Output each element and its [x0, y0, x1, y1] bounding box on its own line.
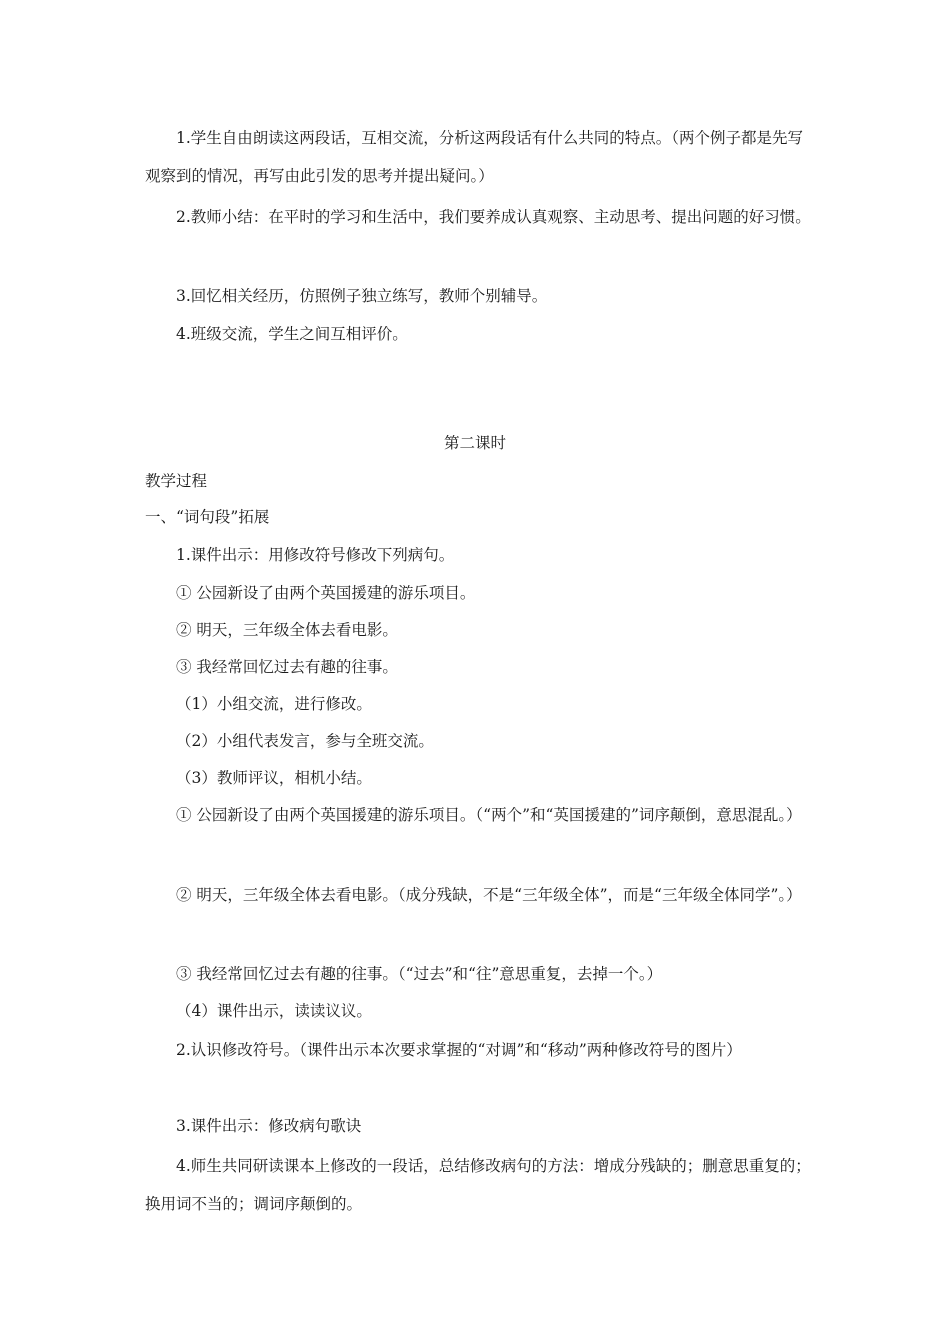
paragraph-s1-2: 2.教师小结：在平时的学习和生活中，我们要养成认真观察、主动思考、提出问题的好习惯。 — [176, 208, 811, 226]
line-6: （2）小组代表发言，参与全班交流。 — [176, 732, 434, 750]
line-4: ③ 我经常回忆过去有趣的往事。 — [176, 658, 398, 676]
line-12: 2.认识修改符号。（课件出示本次要求掌握的“对调”和“移动”两种修改符号的图片） — [176, 1041, 742, 1059]
line-3: ② 明天，三年级全体去看电影。 — [176, 621, 398, 639]
process-heading: 教学过程 — [145, 472, 208, 490]
line-11: （4）课件出示，读读议议。 — [176, 1002, 372, 1020]
paragraph-s1-4: 4.班级交流，学生之间互相评价。 — [176, 325, 408, 343]
paragraph-s1-3: 3.回忆相关经历，仿照例子独立练写，教师个别辅导。 — [176, 287, 548, 305]
paragraph-s1-1: 1.学生自由朗读这两段话，互相交流，分析这两段话有什么共同的特点。（两个例子都是先写观察到的情况，再写由此引发的思考并提出疑问。） — [145, 129, 804, 185]
line-13: 3.课件出示：修改病句歌诀 — [176, 1117, 362, 1135]
line-7: （3）教师评议，相机小结。 — [176, 769, 372, 787]
lesson-title: 第二课时 — [443, 434, 506, 452]
line-10: ③ 我经常回忆过去有趣的往事。（“过去”和“往”意思重复，去掉一个。） — [176, 965, 663, 983]
line-1: 1.课件出示：用修改符号修改下列病句。 — [176, 546, 455, 564]
line-9: ② 明天，三年级全体去看电影。（成分残缺，不是“三年级全体”，而是“三年级全体同学”。） — [176, 886, 802, 904]
line-5: （1）小组交流，进行修改。 — [176, 695, 372, 713]
line-14: 4.师生共同研读课本上修改的一段话，总结修改病句的方法：增成分残缺的；删意思重复的；换用词不当的；调词序颠倒的。 — [145, 1157, 811, 1213]
line-2: ① 公园新设了由两个英国援建的游乐项目。 — [176, 584, 476, 602]
line-8: ① 公园新设了由两个英国援建的游乐项目。（“两个”和“英国援建的”词序颠倒，意思混乱。） — [176, 806, 802, 824]
part1-heading: 一、“词句段”拓展 — [145, 508, 270, 526]
